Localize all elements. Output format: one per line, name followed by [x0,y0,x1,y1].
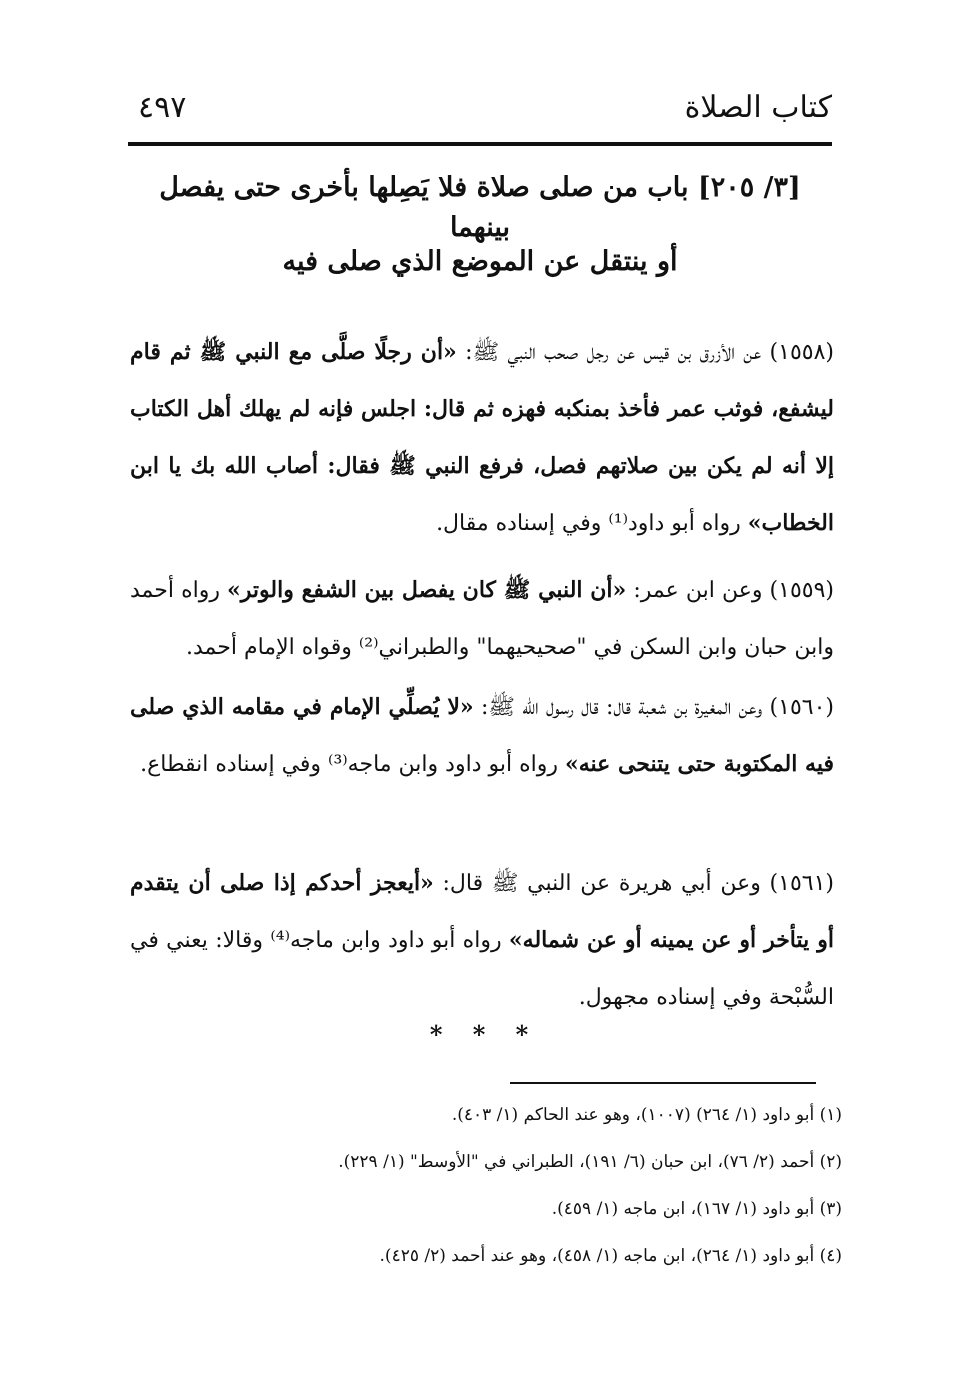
footnote-rule [510,1082,816,1084]
hadith-1559 [130,562,834,676]
book-title: كتاب الصلاة [684,90,832,125]
hadith-source: رواه أحمد وابن حبان وابن السكن في "صحيحيهما" والطبراني⁽²⁾ وقواه الإمام أحمد. [130,578,834,660]
hadith-number: (١٥٦٠) [769,695,834,720]
hadith-text: «أن النبي ﷺ كان يفصل بين الشفع والوتر» [227,577,627,603]
hadith-intro: وعن أبي هريرة عن النبي ﷺ قال: [433,871,770,896]
header-rule [128,142,832,146]
hadith-text: «أن رجلًا صلَّى مع النبي ﷺ ثم قام ليشفع، فوثب عمر فأخذ بمنكبه فهزه ثم قال: اجلس فإنه لم يهلك أهل الكتاب إلا أنه لم يكن بين صلاتهم فصل، فرفع النبي ﷺ فقال: أصاب الله بك يا ابن الخطاب» [130,339,834,536]
chapter-heading-line-2: أو ينتقل عن الموضع الذي صلى فيه [282,246,678,277]
hadith-source: رواه أبو داود⁽¹⁾ وفي إسناده مقال. [436,511,748,536]
footnote-4: (٤) أبو داود (١/ ٢٦٤)، ابن ماجه (١/ ٤٥٨)، وهو عند أحمد (٢/ ٤٢٥). [379,1246,842,1266]
hadith-text: «أيعجز أحدكم إذا صلى أن يتقدم أو يتأخر أو عن يمينه أو عن شماله» [130,870,834,953]
footnote-3: (٣) أبو داود (١/ ١٦٧)، ابن ماجه (١/ ٤٥٩). [551,1199,842,1219]
hadith-text: «لا يُصلِّي الإمام في مقامه الذي صلى فيه المكتوبة حتى يتنحى عنه» [130,694,834,777]
footnote-1: (١) أبو داود (١/ ٢٦٤) (١٠٠٧)، وهو عند الحاكم (١/ ٤٠٣). [451,1105,842,1125]
hadith-intro: عن الأزرق بن قيس عن رجل صحب النبي ﷺ: [456,340,770,365]
section-separator: * * * [429,1020,529,1049]
hadith-intro: وعن المغيرة بن شعبة قال: قال رسول الله ﷺ: [473,695,770,720]
hadith-source: رواه أبو داود وابن ماجه⁽⁴⁾ وقالا: يعني في السُّبْحة وفي إسناده مجهول. [130,928,834,1010]
hadith-source: رواه أبو داود وابن ماجه⁽³⁾ وفي إسناده انقطاع. [140,752,565,777]
hadith-1561 [130,855,834,1026]
hadith-1560 [130,679,834,793]
running-header [128,82,832,142]
page-number: ٤٩٧ [138,90,187,125]
chapter-heading-line-1: [٣/ ٢٠٥] باب من صلى صلاة فلا يَصِلها بأخرى حتى يفصل بينهما [159,172,801,243]
footnote-2: (٢) أحمد (٢/ ٧٦)، ابن حبان (٦/ ١٩١)، الطبراني في "الأوسط" (١/ ٢٢٩). [338,1152,842,1172]
hadith-intro: وعن ابن عمر: [626,578,770,603]
hadith-number: (١٥٦١) [769,871,834,896]
hadith-number: (١٥٥٨) [769,340,834,365]
hadith-number: (١٥٥٩) [769,578,834,603]
hadith-1558 [130,324,834,552]
